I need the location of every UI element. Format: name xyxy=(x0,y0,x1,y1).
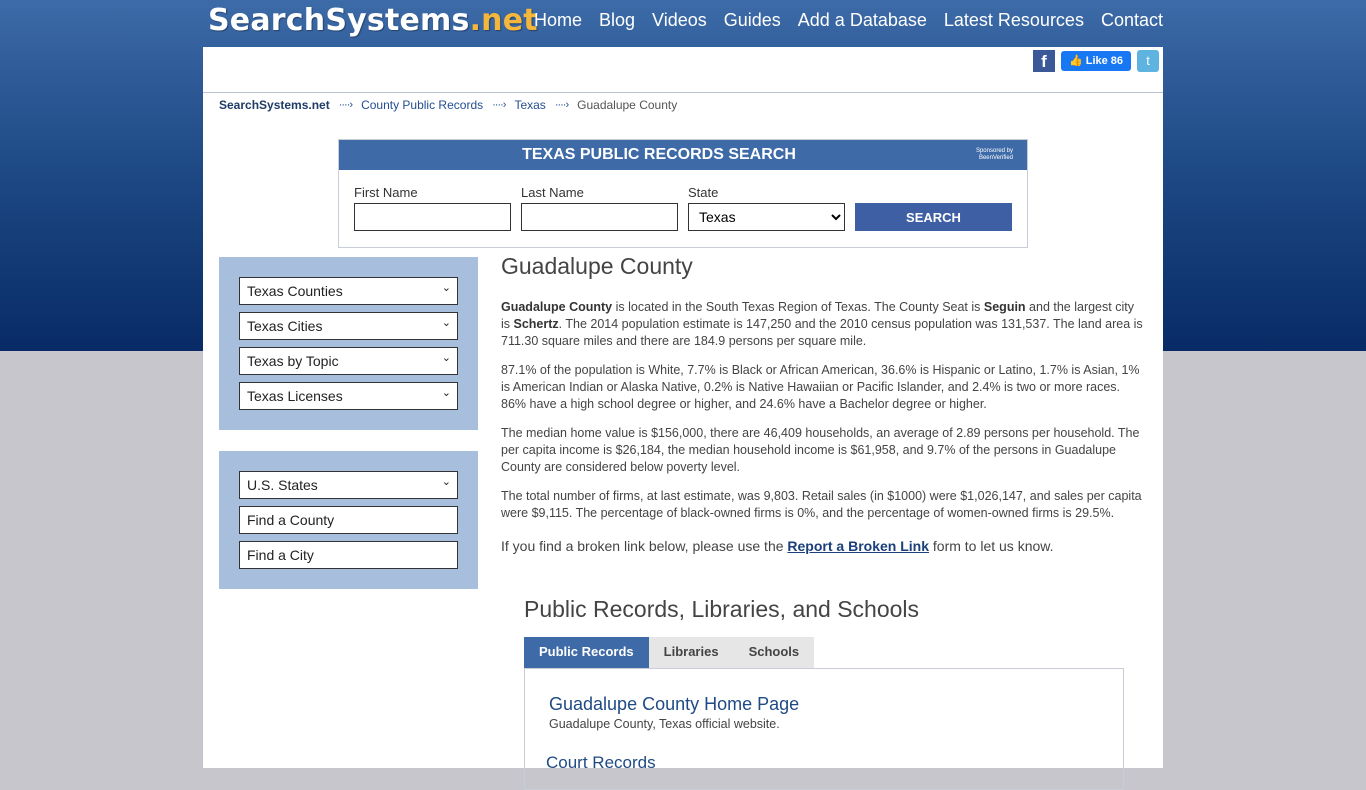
chevron-down-icon: ⌄ xyxy=(441,317,451,329)
records-tabs xyxy=(524,637,814,668)
nav-videos[interactable]: Videos xyxy=(652,10,707,30)
records-panel xyxy=(524,668,1124,790)
find-city-input[interactable] xyxy=(239,541,458,569)
first-name-group xyxy=(354,185,511,231)
last-name-label: Last Name xyxy=(521,185,584,200)
nav-guides[interactable]: Guides xyxy=(723,10,781,30)
tab-libraries[interactable]: Libraries xyxy=(649,637,734,668)
sponsor-line2: BeenVerified xyxy=(978,155,1013,161)
intro-paragraph xyxy=(501,299,1146,350)
page-container xyxy=(203,47,1163,772)
sponsor-logo xyxy=(976,148,1013,162)
like-label: Like 86 xyxy=(1085,55,1124,67)
first-name-label: First Name xyxy=(354,185,418,200)
breadcrumb-texas[interactable]: Texas xyxy=(514,98,546,112)
intro-text-3: . The 2014 population estimate is 147,250 and the 2010 census population was 131,537. The land area is 711.30 square miles and there are 184.9 persons per square mile. xyxy=(501,317,1143,348)
find-county-input[interactable] xyxy=(239,506,458,534)
logo-main: SearchSystems xyxy=(208,3,470,38)
county-content xyxy=(501,253,1146,567)
texas-by-topic-select[interactable] xyxy=(239,347,458,375)
broken-link-note xyxy=(501,538,1146,555)
search-header xyxy=(339,140,1027,170)
records-search-box xyxy=(338,139,1028,248)
county-name: Guadalupe County xyxy=(501,300,613,314)
search-button[interactable]: SEARCH xyxy=(855,203,1012,231)
county-seat: Seguin xyxy=(983,300,1026,314)
first-name-input[interactable] xyxy=(354,203,511,231)
court-records-heading: Court Records xyxy=(546,753,656,772)
demographics-paragraph: 87.1% of the population is White, 7.7% is Black or African American, 36.6% is Hispanic or Latino, 1.7% is Asian, 1% is American Indian or Alaska Native, 0.2% is Native Hawaiian or Pacific Islander, and 2.4% is two or more races. 86% have a high school degree or higher, and 24.6% have a Bachelor degree or higher. xyxy=(501,363,1140,411)
find-county-placeholder: Find a County xyxy=(247,512,335,528)
records-section-title: Public Records, Libraries, and Schools xyxy=(524,596,920,622)
logo-tld: .net xyxy=(469,3,538,38)
breadcrumb-current: Guadalupe County xyxy=(577,98,678,112)
facebook-icon[interactable]: f xyxy=(1033,50,1055,72)
site-logo[interactable] xyxy=(208,3,538,38)
us-states-select[interactable] xyxy=(239,471,458,499)
find-city-placeholder: Find a City xyxy=(247,547,314,563)
broken-pre: If you find a broken link below, please use the xyxy=(501,538,788,554)
tab-public-records[interactable]: Public Records xyxy=(524,637,649,668)
texas-cities-select[interactable] xyxy=(239,312,458,340)
breadcrumb xyxy=(219,98,677,112)
largest-city: Schertz xyxy=(513,317,559,331)
breadcrumb-arrow-icon: ····› xyxy=(554,99,569,111)
page-title: Guadalupe County xyxy=(501,253,693,279)
texas-nav-box xyxy=(219,257,478,430)
resource-description: Guadalupe County, Texas official website. xyxy=(549,717,780,731)
income-paragraph: The median home value is $156,000, there are 46,409 households, an average of 2.89 persons per household. The per capita income is $26,184, the median household income is $61,958, and 9.7% of the persons in Guadalupe County are considered below poverty level. xyxy=(501,426,1140,474)
search-title: TEXAS PUBLIC RECORDS SEARCH xyxy=(522,146,796,163)
select-label: U.S. States xyxy=(247,477,318,493)
chevron-down-icon: ⌄ xyxy=(441,282,451,294)
nav-home[interactable]: Home xyxy=(533,10,582,30)
last-name-input[interactable] xyxy=(521,203,678,231)
nav-add-database[interactable]: Add a Database xyxy=(797,10,927,30)
texas-licenses-select[interactable] xyxy=(239,382,458,410)
last-name-group xyxy=(521,185,678,231)
select-label: Texas Licenses xyxy=(247,388,343,404)
us-nav-box xyxy=(219,451,478,589)
nav-blog[interactable]: Blog xyxy=(598,10,636,30)
tab-schools[interactable]: Schools xyxy=(734,637,815,668)
breadcrumb-home[interactable]: SearchSystems.net xyxy=(219,98,330,112)
broken-post: form to let us know. xyxy=(929,538,1054,554)
report-broken-link[interactable]: Report a Broken Link xyxy=(787,538,929,554)
chevron-down-icon: ⌄ xyxy=(441,476,451,488)
business-paragraph: The total number of firms, at last estimate, was 9,803. Retail sales (in $1000) were $1,026,147, and sales per capita were $9,115. The percentage of black-owned firms is 0%, and the percentage of women-owned firms is 29.5%. xyxy=(501,489,1142,520)
breadcrumb-arrow-icon: ····› xyxy=(338,99,353,111)
sponsor-line1: Sponsored by xyxy=(975,148,1013,154)
social-row xyxy=(203,47,1163,93)
main-nav xyxy=(534,10,1163,31)
intro-text-1: is located in the South Texas Region of Texas. The County Seat is xyxy=(612,300,984,314)
state-group xyxy=(688,185,845,231)
resource-link[interactable]: Guadalupe County Home Page xyxy=(549,694,800,714)
select-label: Texas by Topic xyxy=(247,353,339,369)
twitter-icon[interactable]: t xyxy=(1137,50,1159,72)
nav-contact[interactable]: Contact xyxy=(1100,10,1163,30)
state-select[interactable] xyxy=(688,203,845,231)
facebook-like-button[interactable]: 👍 Like 86 xyxy=(1061,51,1131,71)
breadcrumb-arrow-icon: ····› xyxy=(492,99,506,111)
breadcrumb-county-public-records[interactable]: County Public Records xyxy=(361,98,484,112)
chevron-down-icon: ⌄ xyxy=(441,352,451,364)
texas-counties-select[interactable] xyxy=(239,277,458,305)
chevron-down-icon: ⌄ xyxy=(441,387,451,399)
state-label: State xyxy=(688,185,719,200)
select-label: Texas Counties xyxy=(247,283,343,299)
nav-latest-resources[interactable]: Latest Resources xyxy=(943,10,1084,30)
intro-text-2: and the largest city is xyxy=(501,300,1134,331)
select-label: Texas Cities xyxy=(247,318,323,334)
top-bar xyxy=(203,0,1163,47)
